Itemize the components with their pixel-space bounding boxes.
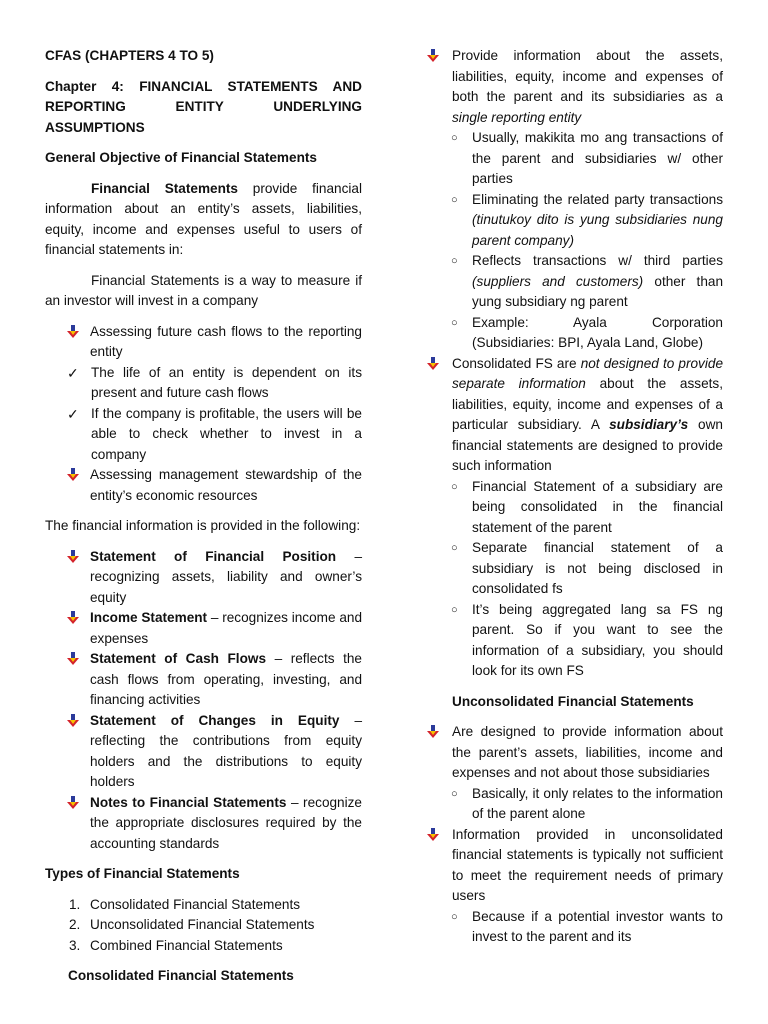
list-item-text: Consolidated FS are — [452, 355, 581, 371]
types-item-text: Combined Financial Statements — [90, 937, 283, 953]
chapter-title: Chapter 4: FINANCIAL STATEMENTS AND REPORTING ENTITY UNDERLYING ASSUMPTIONS — [45, 78, 362, 135]
intro-bold-term: Financial Statements — [91, 180, 238, 196]
consolidated-list — [427, 46, 723, 682]
list-item-text: Provide information about the assets, liabilities, equity, income and expenses of both the parent and its subsidiaries as a — [452, 48, 723, 104]
statement-term: Statement of Changes in Equity — [90, 712, 340, 728]
arrow-down-bullet-icon — [67, 325, 79, 338]
hollow-circle-bullet-icon: ○ — [451, 193, 458, 206]
statement-item — [45, 793, 362, 855]
list-item — [427, 354, 723, 477]
statement-desc: – recognize the appropriate disclosures required by the accounting standards — [90, 794, 362, 851]
sub-item-italic: (suppliers and customers) — [472, 273, 644, 289]
statement-term: Notes to Financial Statements — [90, 794, 287, 810]
hollow-circle-bullet-icon: ○ — [451, 603, 458, 616]
left-column — [45, 46, 362, 987]
unconsolidated-list — [427, 722, 723, 948]
statement-term: Income Statement — [90, 610, 208, 625]
types-item — [45, 915, 362, 936]
types-list — [45, 895, 362, 957]
sub-item-text-end: other than yung subsidiary ng parent — [472, 273, 724, 309]
list-item — [45, 465, 362, 506]
sub-item — [427, 251, 723, 313]
types-item — [45, 936, 362, 957]
arrow-down-bullet-icon — [67, 714, 79, 727]
list-item-text-end: own financial statements are designed to provide such information — [452, 417, 723, 473]
check-item-text: If the company is profitable, the users will be able to check whether to invest in a company — [91, 405, 362, 462]
check-item — [45, 404, 362, 466]
list-item-text: Information provided in unconsolidated financial statements is typically not sufficient to meet the requirement needs of primary users — [452, 826, 723, 903]
sub-item-text: Eliminating the related party transactions — [472, 191, 723, 207]
document-title: CFAS (CHAPTERS 4 TO 5) — [45, 48, 214, 63]
arrow-down-bullet-icon — [67, 550, 79, 563]
types-item — [45, 895, 362, 916]
list-item — [45, 322, 362, 363]
list-item-text: Assessing future cash flows to the reporting entity — [90, 323, 362, 359]
list-item-text: Are designed to provide information about the parent’s assets, liabilities, income and expenses and not about those subsidiaries — [452, 724, 723, 780]
list-item — [427, 722, 723, 784]
statement-desc: – recognizes income and expenses — [90, 610, 363, 646]
statement-item — [45, 649, 362, 711]
list-item-text-mid: about the assets, liabilities, equity, income and expenses of a particular subsidiary. A — [452, 376, 723, 432]
intro-paragraph — [45, 179, 362, 261]
sub-item-italic: (tinutukoy dito is yung subsidiaries nung parent company) — [472, 212, 723, 248]
arrow-down-bullet-icon — [427, 725, 439, 738]
check-item — [45, 363, 362, 404]
checkmark-icon: ✓ — [67, 364, 79, 381]
objective-heading: General Objective of Financial Statements — [45, 150, 317, 165]
statement-desc: – reflects the cash flows from operating, investing, and financing activities — [90, 651, 362, 707]
types-item-text: Unconsolidated Financial Statements — [90, 917, 315, 932]
sub-item-text: Because if a potential investor wants to invest to the parent and its — [472, 908, 723, 944]
sub-item-text: Separate financial statement of a subsidiary is not being disclosed in consolidated fs — [472, 540, 723, 596]
hollow-circle-bullet-icon: ○ — [451, 132, 458, 144]
list-number: 1. — [69, 896, 81, 912]
types-item-text: Consolidated Financial Statements — [90, 896, 301, 912]
sub-item-text: Basically, it only relates to the information of the parent alone — [472, 785, 723, 821]
list-number: 3. — [69, 937, 81, 953]
provided-intro: The financial information is provided in the following: — [45, 518, 361, 533]
list-item-bold-italic: subsidiary’s — [609, 417, 689, 432]
hollow-circle-bullet-icon: ○ — [451, 316, 458, 329]
arrow-down-bullet-icon — [67, 611, 79, 624]
sub-item-text: Financial Statement of a subsidiary are being consolidated in the financial statement of the parent — [472, 478, 723, 535]
hollow-circle-bullet-icon: ○ — [451, 542, 458, 554]
statement-item — [45, 711, 362, 793]
statement-item — [45, 608, 362, 649]
arrow-down-bullet-icon — [67, 796, 79, 809]
list-item-italic: single reporting entity — [452, 109, 582, 125]
arrow-down-bullet-icon — [427, 49, 439, 62]
sub-item-text: Reflects transactions w/ third parties — [472, 253, 723, 268]
sub-item-text: Example: Ayala Corporation (Subsidiaries: BPI, Ayala Land, Globe) — [472, 314, 723, 350]
hollow-circle-bullet-icon: ○ — [451, 255, 458, 267]
statement-desc: – recognizing assets, liability and owner’s equity — [90, 548, 363, 605]
hollow-circle-bullet-icon: ○ — [451, 910, 458, 923]
sub-item — [427, 128, 723, 190]
types-heading: Types of Financial Statements — [45, 866, 240, 881]
arrow-down-bullet-icon — [427, 828, 439, 841]
sub-item — [427, 538, 723, 600]
arrow-down-bullet-icon — [67, 652, 79, 665]
check-item-text: The life of an entity is dependent on its present and future cash flows — [91, 364, 362, 400]
list-item-text: Assessing management stewardship of the entity’s economic resources — [90, 467, 362, 503]
right-column — [427, 46, 723, 948]
sub-item-text: It’s being aggregated lang sa FS ng parent. So if you want to see the information of a subsidiary, you should look for its own FS — [472, 601, 723, 678]
unconsolidated-heading: Unconsolidated Financial Statements — [452, 693, 694, 709]
arrow-down-bullet-icon — [67, 468, 79, 481]
sub-item-text: Usually, makikita mo ang transactions of the parent and subsidiaries w/ other parties — [472, 130, 723, 186]
statement-list — [45, 547, 362, 855]
list-number: 2. — [69, 917, 81, 932]
sub-item — [427, 907, 723, 948]
intro-paragraph-2: Financial Statements is a way to measure if an investor will invest in a company — [45, 272, 362, 308]
statement-item — [45, 547, 362, 609]
sub-item — [427, 600, 723, 682]
sub-item — [427, 190, 723, 252]
hollow-circle-bullet-icon: ○ — [451, 480, 458, 493]
list-item — [427, 825, 723, 907]
hollow-circle-bullet-icon: ○ — [451, 787, 458, 800]
list-item — [427, 46, 723, 128]
statement-term: Statement of Cash Flows — [90, 651, 267, 666]
sub-item — [427, 313, 723, 354]
statement-term: Statement of Financial Position — [90, 548, 337, 564]
list-item-italic: not designed to provide separate information — [452, 355, 723, 391]
objective-list — [45, 322, 362, 507]
sub-item — [427, 477, 723, 539]
checkmark-icon: ✓ — [67, 405, 79, 422]
sub-item — [427, 784, 723, 825]
arrow-down-bullet-icon — [427, 357, 439, 370]
intro-text: provide financial information about an entity’s assets, liabilities, equity, income and expenses useful to users of financial statements in: — [45, 180, 362, 257]
consolidated-heading: Consolidated Financial Statements — [68, 968, 294, 983]
statement-desc: – reflecting the contributions from equity holders and the distributions to equity holders — [90, 712, 362, 789]
